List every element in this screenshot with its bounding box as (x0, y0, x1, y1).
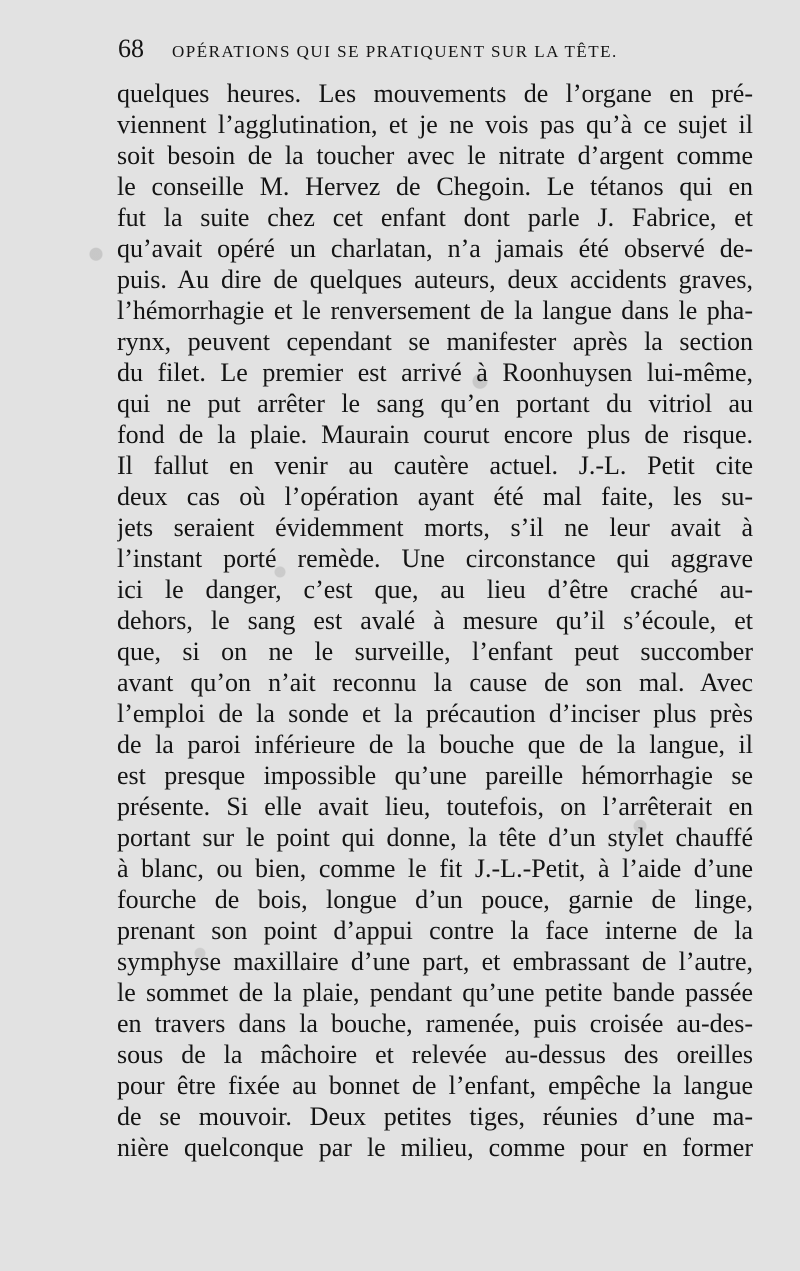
text-line: fourche de bois, longue d’un pouce, garnie de linge, (117, 885, 753, 914)
text-line: symphyse maxillaire d’une part, et embrassant de l’autre, (117, 947, 753, 976)
text-line: puis. Au dire de quelques auteurs, deux accidents graves, (117, 265, 753, 294)
running-head: OPÉRATIONS QUI SE PRATIQUENT SUR LA TÊTE. (172, 42, 618, 61)
text-line: ici le danger, c’est que, au lieu d’être craché au- (117, 575, 753, 604)
text-line: qui ne put arrêter le sang qu’en portant du vitriol au (117, 389, 753, 418)
text-line: à blanc, ou bien, comme le fit J.-L.-Petit, à l’aide d’une (117, 854, 753, 883)
text-line: portant sur le point qui donne, la tête d’un stylet chauffé (117, 823, 753, 852)
text-line: rynx, peuvent cependant se manifester après la section (117, 327, 753, 356)
text-line: de la paroi inférieure de la bouche que de la langue, il (117, 730, 753, 759)
text-line: fut la suite chez cet enfant dont parle J. Fabrice, et (117, 203, 753, 232)
body-text (117, 78, 753, 1163)
page-number: 68 (118, 34, 144, 63)
text-line: fond de la plaie. Maurain courut encore plus de risque. (117, 420, 753, 449)
text-line: Il fallut en venir au cautère actuel. J.-L. Petit cite (117, 451, 753, 480)
text-line: nière quelconque par le milieu, comme pour en former (117, 1133, 753, 1162)
text-line: que, si on ne le surveille, l’enfant peut succomber (117, 637, 753, 666)
text-line: qu’avait opéré un charlatan, n’a jamais été observé de- (117, 234, 753, 263)
text-line: dehors, le sang est avalé à mesure qu’il s’écoule, et (117, 606, 753, 635)
text-line: soit besoin de la toucher avec le nitrate d’argent comme (117, 141, 753, 170)
text-line: le conseille M. Hervez de Chegoin. Le tétanos qui en (117, 172, 753, 201)
text-line: jets seraient évidemment morts, s’il ne leur avait à (117, 513, 753, 542)
text-line: l’emploi de la sonde et la précaution d’inciser plus près (117, 699, 753, 728)
text-line: le sommet de la plaie, pendant qu’une petite bande passée (117, 978, 753, 1007)
text-line: présente. Si elle avait lieu, toutefois, on l’arrêterait en (117, 792, 753, 821)
text-line: viennent l’agglutination, et je ne vois pas qu’à ce sujet il (117, 110, 753, 139)
text-line: en travers dans la bouche, ramenée, puis croisée au-des- (117, 1009, 753, 1038)
text-line: pour être fixée au bonnet de l’enfant, empêche la langue (117, 1071, 753, 1100)
text-line: du filet. Le premier est arrivé à Roonhuysen lui-même, (117, 358, 753, 387)
text-line: deux cas où l’opération ayant été mal faite, les su- (117, 482, 753, 511)
text-line: l’hémorrhagie et le renversement de la langue dans le pha- (117, 296, 753, 325)
text-line: prenant son point d’appui contre la face interne de la (117, 916, 753, 945)
text-line: de se mouvoir. Deux petites tiges, réunies d’une ma- (117, 1102, 753, 1131)
text-line: sous de la mâchoire et relevée au-dessus des oreilles (117, 1040, 753, 1069)
page-header (118, 34, 758, 74)
text-line: quelques heures. Les mouvements de l’organe en pré- (117, 79, 753, 108)
text-line: avant qu’on n’ait reconnu la cause de son mal. Avec (117, 668, 753, 697)
text-line: l’instant porté remède. Une circonstance qui aggrave (117, 544, 753, 573)
text-line: est presque impossible qu’une pareille hémorrhagie se (117, 761, 753, 790)
